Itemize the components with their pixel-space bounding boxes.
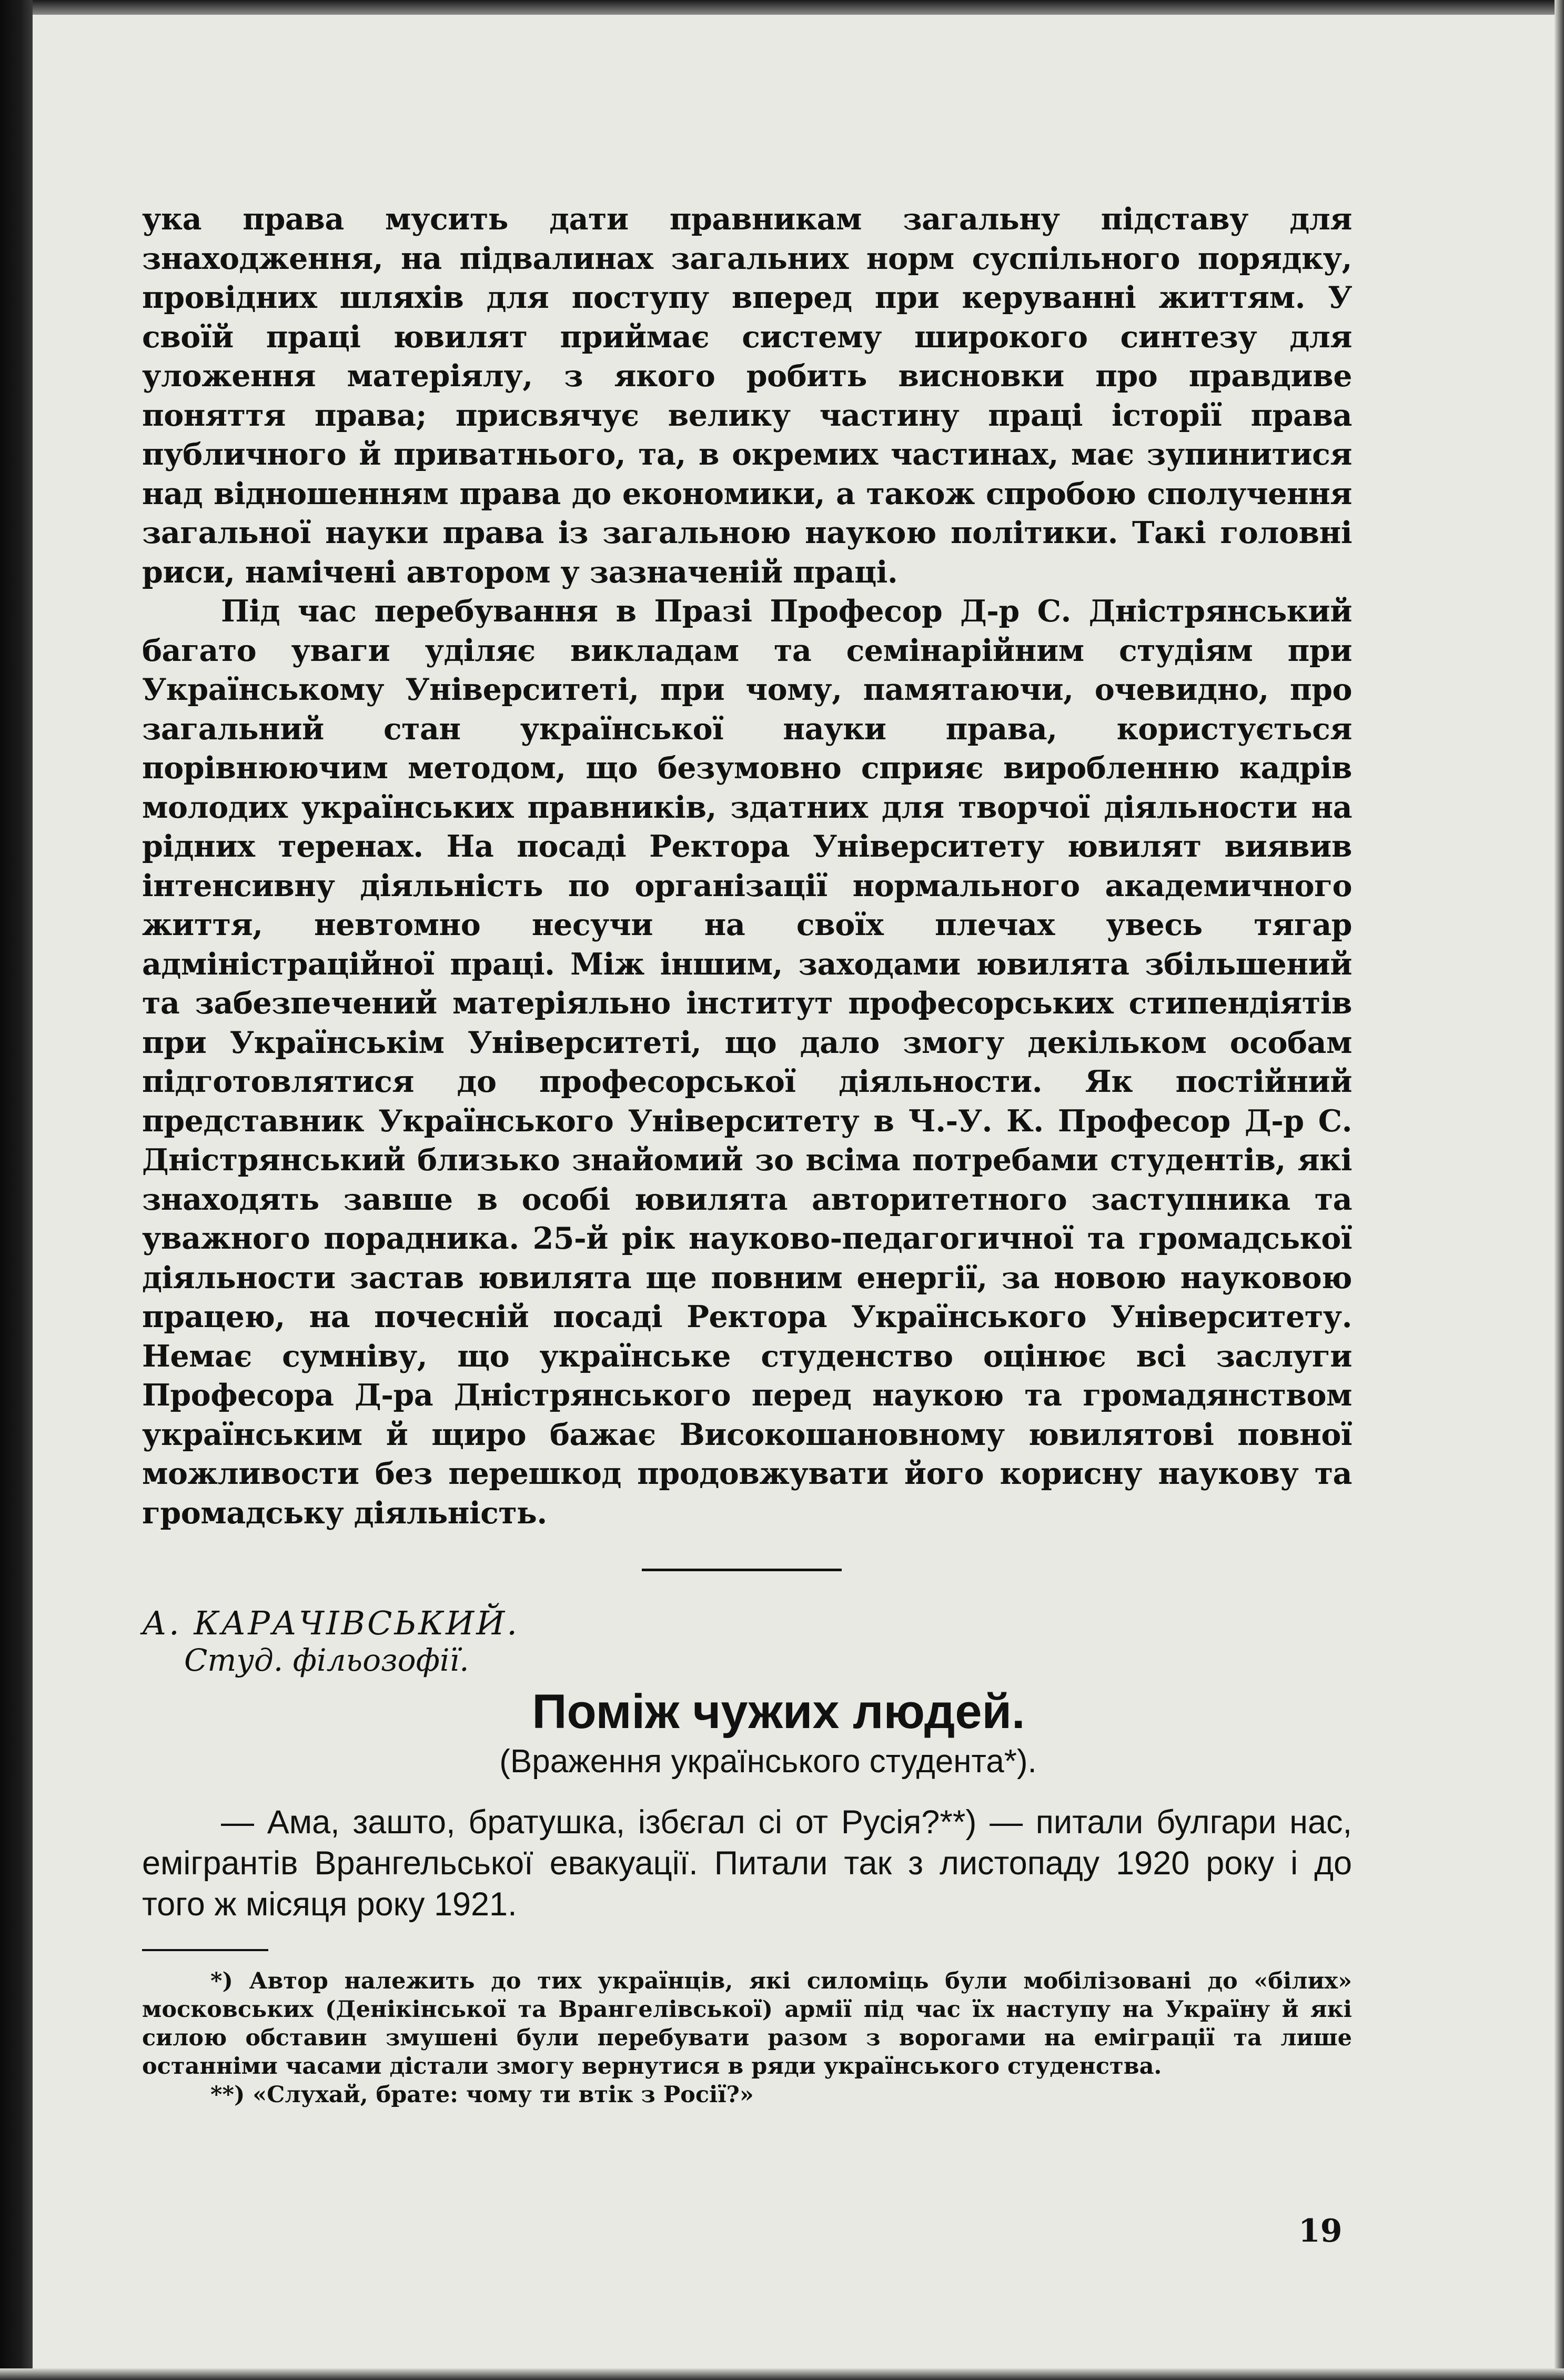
scan-edge-top xyxy=(0,0,1564,15)
section-divider xyxy=(642,1569,842,1571)
article-author: А. КАРАЧІВСЬКИЙ. xyxy=(142,1604,519,1642)
footnote-1: *) Автор належить до тих українців, які силоміць були мобілізовані до «білих» московських (Денікінської та Врангелівської) армії під час їх наступу на Україну й які силою обставин змушені були перебувати разом з ворогами на еміграції та лише останніми часами дістали змогу вернутися в ряди українського студенства. xyxy=(142,1968,1352,2080)
footnote-2: **) «Слухай, брате: чому ти втік з Росії?» xyxy=(210,2082,754,2108)
article-title: Поміж чужих людей. xyxy=(532,1685,1025,1739)
page-content xyxy=(142,200,1352,2109)
article-text xyxy=(142,1802,1352,1925)
footnotes xyxy=(142,1967,1352,2109)
body-paragraph-2: Під час перебування в Празі Професор Д-р С. Дністрянський багато уваги уділяє викладам та семінарійним студіям при Українському Університеті, при чому, памятаючи, очевидно, про загальний стан української науки права, користується порівнюючим методом, що безумовно сприяє виробленню кадрів молодих українських правників, здатних для творчої діяльности на рідних теренах. На посаді Ректора Університету ювилят виявив інтенсивну діяльність по організації нормального академичного життя, невтомно несучи на своїх плечах увесь тягар адміністраційної праці. Між іншим, заходами ювилята збільшений та забезпечений матеріяльно інститут професорських стипендіятів при Українськім Університеті, що дало змогу декільком особам підготовлятися до професорської діяльности. Як постійний представник Українського Університету в Ч.-У. К. Професор Д-р С. Дністрянський близько знайомий зо всіма потребами студентів, які знаходять завше в особі ювилята авторитетного заступника та уважного порадника. 25-й рік науково-педагогичної та громадської діяльности застав ювилята ще повним енергії, за новою науковою працею, на почесній посаді Ректора Українського Університету. Немає сумніву, що українське студенство оцінює всі заслуги Професора Д-ра Дністрянського перед наукою та громадянством українським й щиро бажає Високошановному ювилятові повної можливости без перешкод продовжувати його корисну наукову та громадську діяльність. xyxy=(142,594,1352,1531)
body-text xyxy=(142,200,1352,1533)
footnote-divider xyxy=(142,1949,268,1951)
article-paragraph-1: — Ама, зашто, братушка, ізбєгал сі от Русія?**) — питали булгари нас, емігрантів Врангельської евакуації. Питали так з листопаду 1920 року і до того ж місяця року 1921. xyxy=(142,1804,1352,1923)
book-spine-shadow xyxy=(0,0,33,2380)
page-number: 19 xyxy=(1298,2213,1343,2250)
body-paragraph-1: ука права мусить дати правникам загальну підставу для знаходження, на підвалинах загальних норм суспільного порядку, провідних шляхів для поступу вперед при керуванні життям. У своїй праці ювилят приймає систему широкого синтезу для уложення матеріялу, з якого робить висновки про правдиве поняття права; присвячує велику частину праці історії права публичного й приватнього, та, в окремих частинах, має зупинитися над відношенням права до економики, а також спробою сполучення загальної науки права із загальною наукою політики. Такі головні риси, намічені автором у зазначеній праці. xyxy=(142,202,1352,590)
scan-edge-bottom xyxy=(0,2368,1564,2380)
scan-edge-right xyxy=(1555,0,1564,2380)
article-author-role: Студ. фільозофії. xyxy=(184,1642,469,1678)
article-subtitle: (Враження українського студента*). xyxy=(499,1743,1037,1780)
